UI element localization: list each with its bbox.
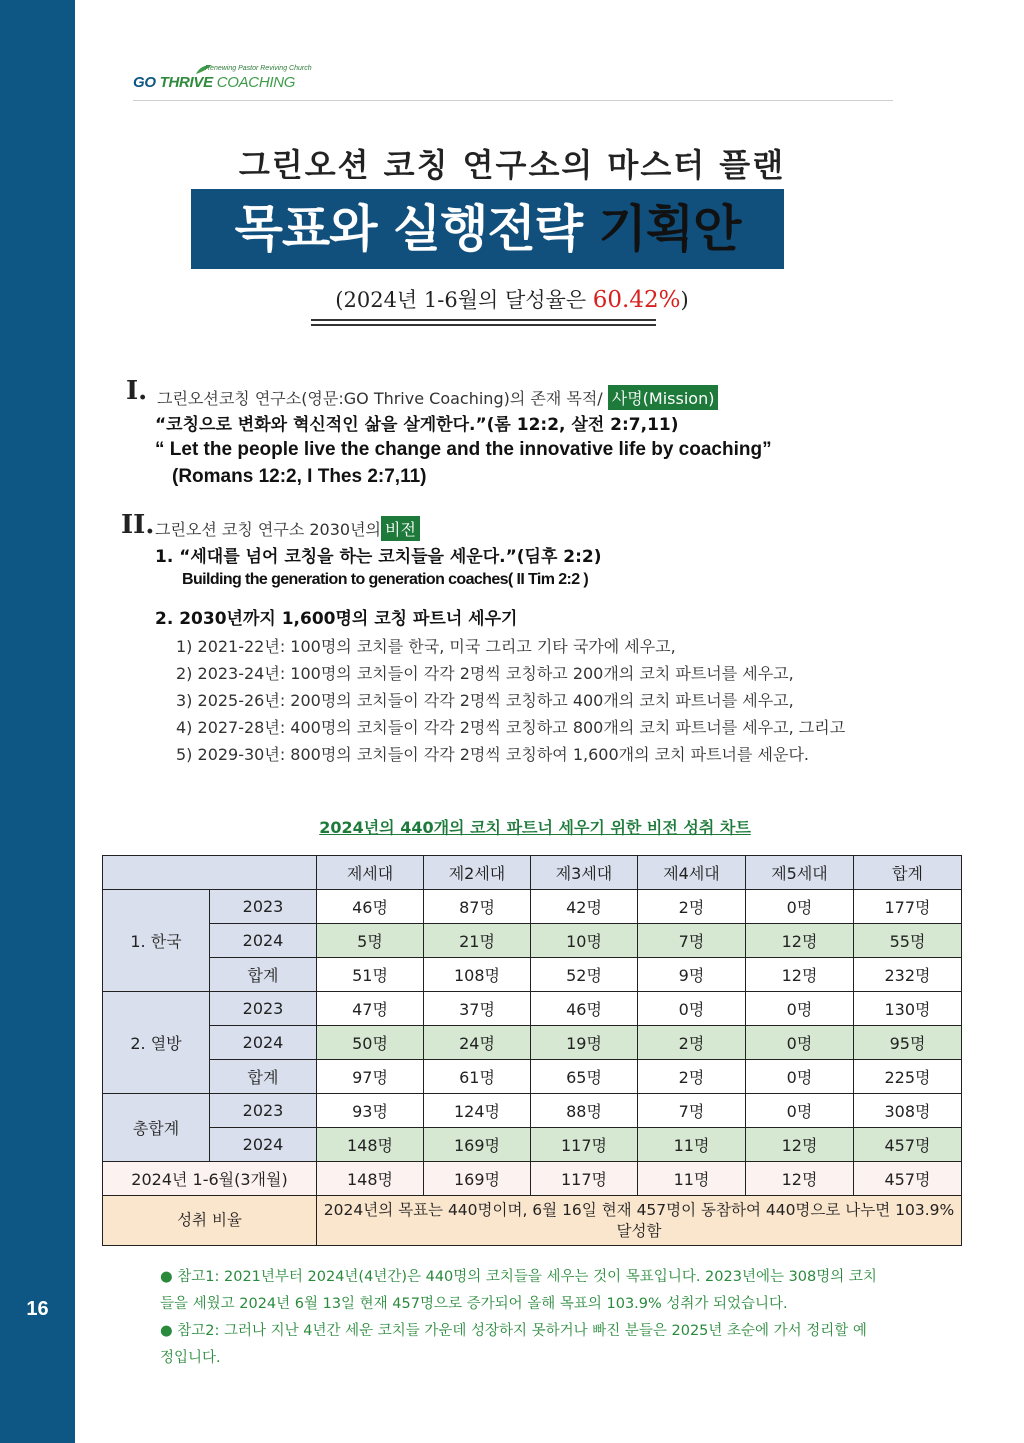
chart-title: 2024년의 440개의 코치 파트너 세우기 위한 비전 성취 차트 (319, 818, 751, 837)
table-cell: 5명 (317, 924, 424, 958)
vision-tag: 비전 (381, 516, 420, 541)
table-row (103, 1128, 962, 1162)
table-cell: 46명 (531, 992, 638, 1026)
column-header: 제4세대 (638, 856, 746, 890)
table-cell: 117명 (531, 1128, 638, 1162)
group-label: 총합계 (103, 1094, 210, 1162)
left-sidebar (0, 0, 75, 1443)
table-cell: 55명 (854, 924, 962, 958)
achievement-label: 성취 비율 (103, 1196, 317, 1246)
rate-percent: 60.42% (592, 287, 681, 313)
table-cell: 42명 (531, 890, 638, 924)
table-cell: 308명 (854, 1094, 962, 1128)
column-header: 제세대 (317, 856, 424, 890)
table-cell: 93명 (317, 1094, 424, 1128)
table-cell: 124명 (424, 1094, 531, 1128)
table-row (103, 1094, 962, 1128)
table-cell: 2명 (638, 890, 746, 924)
year-label: 합계 (210, 958, 317, 992)
table-cell: 88명 (531, 1094, 638, 1128)
table-row (103, 1026, 962, 1060)
table-cell: 117명 (531, 1162, 638, 1196)
vision-step: 4) 2027-28년: 400명의 코치들이 각각 2명씩 코칭하고 800개의 코치 파트너를 세우고, 그리고 (176, 718, 846, 737)
year-label: 2024 (210, 924, 317, 958)
logo-tagline: Renewing Pastor Reviving Church (205, 65, 312, 72)
achievement-text: 2024년의 목표는 440명이며, 6월 16일 현재 457명이 동참하여 440명으로 나누면 103.9% 달성함 (317, 1196, 962, 1246)
table-cell: 7명 (638, 1094, 746, 1128)
table-cell: 0명 (746, 1026, 854, 1060)
table-header-row (103, 856, 962, 890)
vision-step: 3) 2025-26년: 200명의 코치들이 각각 2명씩 코칭하고 400개의 코치 파트너를 세우고, (176, 691, 794, 710)
section-1-numeral: I. (126, 376, 148, 406)
table-cell: 0명 (746, 890, 854, 924)
table-cell: 11명 (638, 1128, 746, 1162)
vision-achievement-table (102, 855, 962, 1246)
table-cell: 50명 (317, 1026, 424, 1060)
double-underline-top (311, 319, 656, 321)
table-cell: 457명 (854, 1128, 962, 1162)
table-row (103, 1060, 962, 1094)
section-1-heading: 그린오션코칭 연구소(영문:GO Thrive Coaching)의 존재 목적/ 사명(Mission) (157, 385, 718, 410)
table-cell: 95명 (854, 1026, 962, 1060)
table-cell: 12명 (746, 1162, 854, 1196)
note-line: ● 참고1: 2021년부터 2024년(4년간)은 440명의 코치들을 세우는 것이 목표입니다. 2023년에는 308명의 코치 (160, 1269, 877, 1285)
vision-step: 1) 2021-22년: 100명의 코치를 한국, 미국 그리고 기타 국가에 세우고, (176, 637, 676, 656)
header-divider (133, 100, 893, 101)
table-row (103, 924, 962, 958)
period-row (103, 1162, 962, 1196)
note-line: ● 참고2: 그러나 지난 4년간 세운 코치들 가운데 성장하지 못하거나 빠진 분들은 2025년 초순에 가서 정리할 예 (160, 1323, 867, 1339)
year-label: 2023 (210, 1094, 317, 1128)
table-cell: 65명 (531, 1060, 638, 1094)
column-header: 합계 (854, 856, 962, 890)
table-row (103, 992, 962, 1026)
mission-ref-en: (Romans 12:2, I Thes 2:7,11) (172, 466, 427, 487)
page-number: 16 (26, 1298, 49, 1320)
group-label: 2. 열방 (103, 992, 210, 1094)
table-cell: 2명 (638, 1026, 746, 1060)
table-cell: 24명 (424, 1026, 531, 1060)
mission-tag: 사명(Mission) (608, 385, 719, 410)
table-cell: 11명 (638, 1162, 746, 1196)
table-cell: 97명 (317, 1060, 424, 1094)
page-title: 그린오션 코칭 연구소의 마스터 플랜 (238, 146, 786, 184)
table-cell: 7명 (638, 924, 746, 958)
year-label: 합계 (210, 1060, 317, 1094)
year-label: 2024 (210, 1128, 317, 1162)
table-cell: 12명 (746, 924, 854, 958)
note-line: 정입니다. (160, 1350, 221, 1366)
table-cell: 0명 (746, 992, 854, 1026)
mission-quote-en: “ Let the people live the change and the innovative life by coaching” (155, 439, 772, 460)
table-cell: 225명 (854, 1060, 962, 1094)
table-cell: 148명 (317, 1162, 424, 1196)
table-corner-cell (103, 856, 317, 890)
achievement-rate: (2024년 1-6월의 달성율은 60.42%) (335, 287, 689, 313)
table-cell: 87명 (424, 890, 531, 924)
period-label: 2024년 1-6월(3개월) (103, 1162, 317, 1196)
table-cell: 12명 (746, 958, 854, 992)
table-cell: 9명 (638, 958, 746, 992)
mission-quote-ko: “코칭으로 변화와 혁신적인 삶을 살게한다.”(롬 12:2, 살전 2:7,11) (155, 415, 679, 435)
table-cell: 130명 (854, 992, 962, 1026)
vision-step: 2) 2023-24년: 100명의 코치들이 각각 2명씩 코칭하고 200개의 코치 파트너를 세우고, (176, 664, 794, 683)
table-cell: 0명 (746, 1094, 854, 1128)
vision-item-1-en: Building the generation to generation coaches( II Tim 2:2 ) (182, 571, 589, 588)
table-cell: 19명 (531, 1026, 638, 1060)
group-label: 1. 한국 (103, 890, 210, 992)
vision-item-1: 1. “세대를 넘어 코칭을 하는 코치들을 세운다.”(딤후 2:2) (155, 547, 602, 567)
table-cell: 148명 (317, 1128, 424, 1162)
table-cell: 51명 (317, 958, 424, 992)
double-underline-bottom (311, 324, 656, 326)
table-cell: 61명 (424, 1060, 531, 1094)
section-2-numeral: II. (121, 510, 155, 540)
table-cell: 46명 (317, 890, 424, 924)
column-header: 제2세대 (424, 856, 531, 890)
column-header: 제3세대 (531, 856, 638, 890)
vision-item-2: 2. 2030년까지 1,600명의 코칭 파트너 세우기 (155, 609, 518, 629)
table-cell: 0명 (746, 1060, 854, 1094)
table-cell: 47명 (317, 992, 424, 1026)
table-row (103, 958, 962, 992)
table-row (103, 890, 962, 924)
table-cell: 169명 (424, 1162, 531, 1196)
note-line: 들을 세웠고 2024년 6월 13일 현재 457명으로 증가되어 올해 목표의 103.9% 성취가 되었습니다. (160, 1296, 788, 1312)
title-banner: 목표와 실행전략 기획안 (191, 189, 784, 269)
year-label: 2024 (210, 1026, 317, 1060)
logo-wordmark: GO THRIVE COACHING (133, 74, 296, 91)
table-cell: 0명 (638, 992, 746, 1026)
table-cell: 108명 (424, 958, 531, 992)
go-thrive-coaching-logo (133, 64, 333, 94)
table-cell: 177명 (854, 890, 962, 924)
vision-step: 5) 2029-30년: 800명의 코치들이 각각 2명씩 코칭하여 1,600개의 코치 파트너를 세운다. (176, 745, 809, 764)
table-cell: 2명 (638, 1060, 746, 1094)
column-header: 제5세대 (746, 856, 854, 890)
table-cell: 21명 (424, 924, 531, 958)
section-2-heading: 그린오션 코칭 연구소 2030년의 비전 (155, 516, 420, 541)
year-label: 2023 (210, 992, 317, 1026)
year-label: 2023 (210, 890, 317, 924)
table-cell: 37명 (424, 992, 531, 1026)
table-cell: 169명 (424, 1128, 531, 1162)
table-cell: 10명 (531, 924, 638, 958)
table-cell: 232명 (854, 958, 962, 992)
table-cell: 457명 (854, 1162, 962, 1196)
table-cell: 12명 (746, 1128, 854, 1162)
achievement-row (103, 1196, 962, 1246)
table-cell: 52명 (531, 958, 638, 992)
